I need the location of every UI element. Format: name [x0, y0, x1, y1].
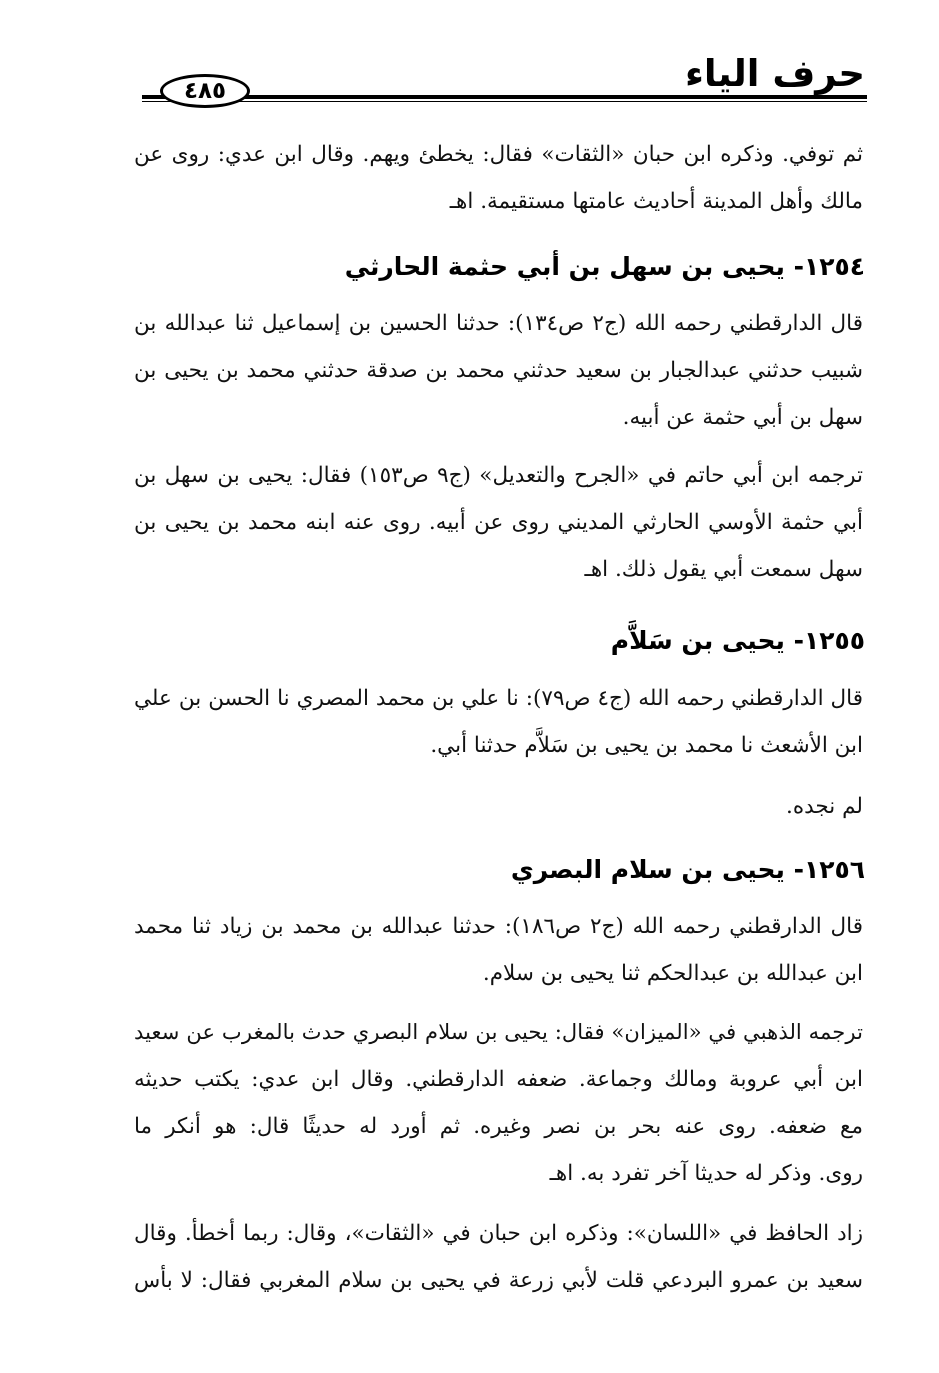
text-line: سعيد بن عمرو البردعي قلت لأبي زرعة في يحيى بن سلام المغربي فقال: لا بأس: [134, 1268, 863, 1293]
text-line: ترجمه ابن أبي حاتم في «الجرح والتعديل» (ج٩ ص١٥٣) فقال: يحيى بن سهل بن: [134, 463, 863, 488]
text-line: ابن أبي عروبة ومالك وجماعة. ضعفه الدارقطني. وقال ابن عدي: يكتب حديثه: [134, 1067, 863, 1092]
page-number: ٤٨٥: [183, 78, 227, 104]
text-line: قال الدارقطني رحمه الله (ج٤ ص٧٩): نا علي بن محمد المصري نا الحسن بن علي: [134, 686, 864, 711]
header-rule: [142, 95, 867, 99]
text-line: مع ضعفه. روى عنه بحر بن نصر وغيره. ثم أورد له حديثًا قال: هو أنكر ما: [134, 1114, 863, 1139]
paragraph: [134, 783, 863, 830]
header-rule-thin: [142, 101, 867, 102]
text-line: روى. وذكر له حديثا آخر تفرد به. اهـ: [549, 1161, 863, 1186]
text-line: ابن الأشعث نا محمد بن يحيى بن سَلاَّم حدثنا أبي.: [430, 733, 863, 758]
entry-heading-1254: ١٢٥٤- يحيى بن سهل بن أبي حثمة الحارثي: [344, 252, 865, 281]
entry-heading-1255: ١٢٥٥- يحيى بن سَلاَّم: [610, 626, 865, 655]
paragraph: [134, 452, 863, 593]
entry-heading-1256: ١٢٥٦- يحيى بن سلام البصري: [510, 855, 865, 884]
chapter-title: حرف الياء: [684, 52, 865, 95]
page-number-badge: [160, 74, 250, 108]
text-line: شبيب حدثني عبدالجبار بن سعيد حدثني محمد بن صدقة حدثني محمد بن يحيى بن: [134, 358, 863, 383]
paragraph: [134, 1210, 863, 1304]
text-line: قال الدارقطني رحمه الله (ج٢ ص١٨٦): حدثنا عبدالله بن محمد بن زياد ثنا محمد: [134, 914, 864, 939]
text-line: سهل سمعت أبي يقول ذلك. اهـ: [584, 557, 863, 582]
text-line: ابن عبدالله بن عبدالحكم ثنا يحيى بن سلام.: [482, 961, 863, 986]
text-line: سهل بن أبي حثمة عن أبيه.: [622, 405, 863, 430]
text-line: ثم توفي. وذكره ابن حبان «الثقات» فقال: يخطئ ويهم. وقال ابن عدي: روى عن: [134, 142, 863, 167]
text-line: لم نجده.: [786, 794, 863, 819]
text-line: مالك وأهل المدينة أحاديث عامتها مستقيمة. اهـ: [449, 189, 863, 214]
text-line: قال الدارقطني رحمه الله (ج٢ ص١٣٤): حدثنا الحسين بن إسماعيل ثنا عبدالله بن: [134, 311, 864, 336]
text-line: أبي حثمة الأوسي الحارثي المديني روى عن أبيه. روى عنه ابنه محمد بن يحيى بن: [134, 510, 863, 535]
paragraph: [134, 675, 863, 769]
text-line: ترجمه الذهبي في «الميزان» فقال: يحيى بن سلام البصري حدث بالمغرب عن سعيد: [134, 1020, 863, 1045]
text-line: زاد الحافظ في «اللسان»: وذكره ابن حبان في «الثقات»، وقال: ربما أخطأ. وقال: [134, 1221, 863, 1246]
paragraph: [134, 903, 863, 997]
paragraph: [134, 131, 863, 225]
paragraph: [134, 1009, 863, 1197]
paragraph: [134, 300, 863, 441]
